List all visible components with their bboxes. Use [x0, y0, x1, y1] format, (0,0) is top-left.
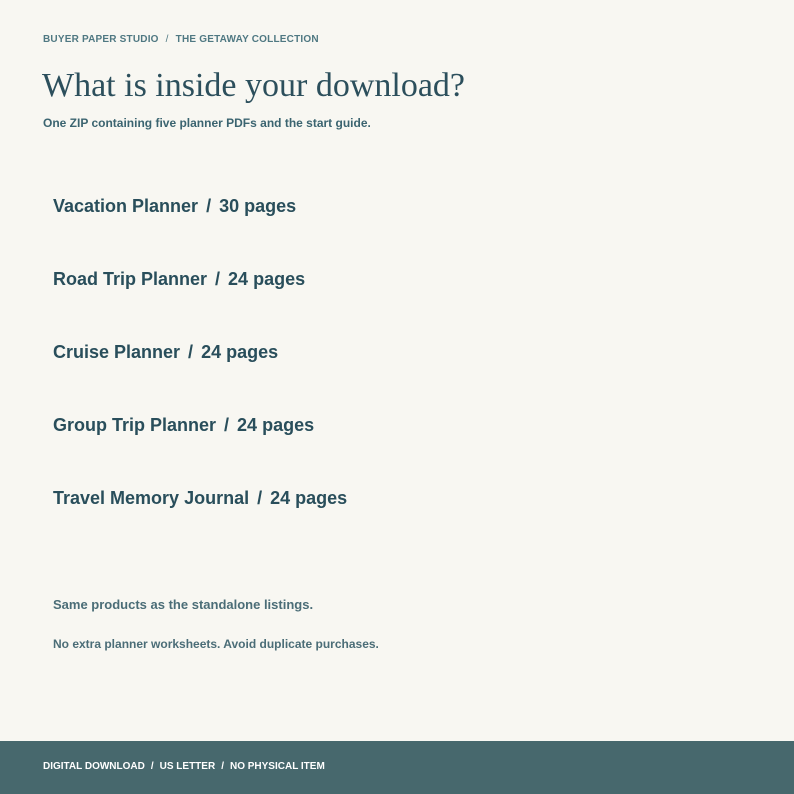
planner-pages: 24 pages — [201, 342, 279, 362]
footer-no-physical-item: NO PHYSICAL ITEM — [229, 761, 325, 772]
footer-us-letter: US LETTER — [159, 761, 216, 772]
note-standalone: Same products as the standalone listings. — [53, 597, 314, 612]
breadcrumb — [43, 34, 319, 45]
planner-pages: 24 pages — [237, 415, 315, 435]
planner-separator: / — [188, 342, 194, 362]
planner-name: Vacation Planner — [53, 196, 199, 216]
list-item — [53, 193, 347, 266]
page-title: What is inside your download? — [42, 67, 466, 104]
planner-name: Cruise Planner — [53, 342, 181, 362]
planner-separator: / — [215, 269, 221, 289]
breadcrumb-collection: THE GETAWAY COLLECTION — [175, 34, 319, 45]
breadcrumb-studio: BUYER PAPER STUDIO — [43, 34, 159, 45]
planner-pages: 30 pages — [219, 196, 297, 216]
footer-digital-download: DIGITAL DOWNLOAD — [43, 761, 145, 772]
list-item — [53, 485, 347, 558]
planner-pages: 24 pages — [228, 269, 306, 289]
list-item — [53, 412, 347, 485]
list-item — [53, 266, 347, 339]
footer-separator: / — [150, 761, 154, 772]
planner-name: Group Trip Planner — [53, 415, 217, 435]
planner-separator: / — [224, 415, 230, 435]
footer-bar — [0, 741, 794, 794]
planner-separator: / — [206, 196, 212, 216]
breadcrumb-separator: / — [165, 34, 169, 45]
page-subtitle: One ZIP containing five planner PDFs and the start guide. — [43, 116, 371, 130]
footer-separator: / — [221, 761, 224, 772]
footer-info — [43, 761, 325, 772]
note-duplicates: No extra planner worksheets. Avoid duplicate purchases. — [53, 637, 379, 651]
planner-pages: 24 pages — [270, 488, 348, 508]
planner-separator: / — [257, 488, 263, 508]
list-item — [53, 339, 347, 412]
planner-name: Travel Memory Journal — [53, 488, 250, 508]
planner-list — [53, 193, 347, 558]
planner-name: Road Trip Planner — [53, 269, 208, 289]
